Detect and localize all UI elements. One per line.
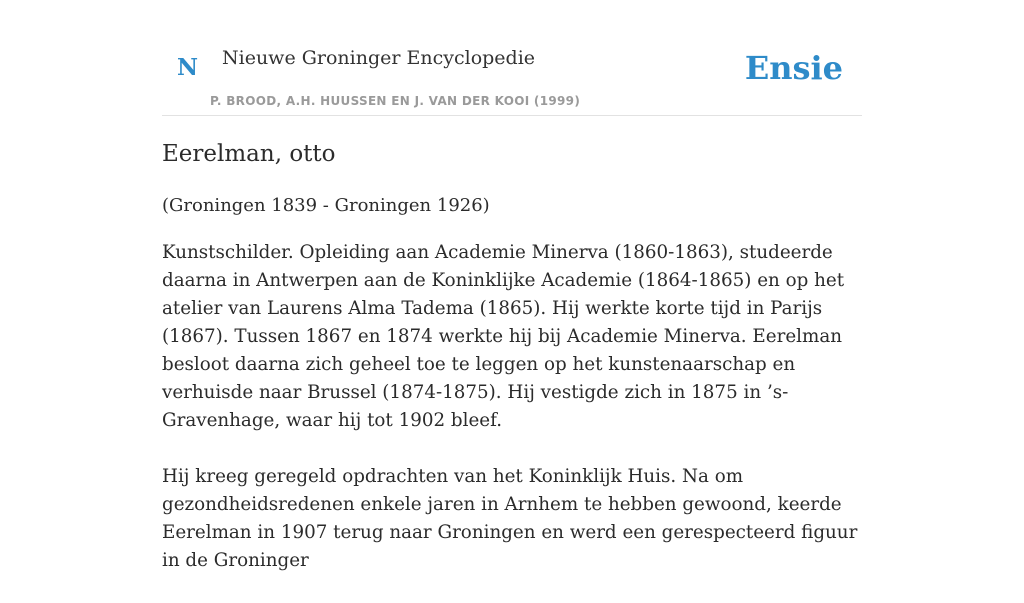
entry-dates: (Groningen 1839 - Groningen 1926) — [162, 195, 490, 216]
entry-paragraph: Hij kreeg geregeld opdrachten van het Koninklijk Huis. Na om gezondheidsredenen enkele jaren in Arnhem te hebben gewoond, keerde Eerelman in 1907 terug naar Groningen en werd een gerespecteerd figuur in de Groninger — [162, 466, 858, 571]
entry-paragraph: Kunstschilder. Opleiding aan Academie Minerva (1860-1863), studeerde daarna in Antwerpen aan de Koninklijke Academie (1864-1865) en op het atelier van Laurens Alma Tadema (1865). Hij werkte korte tijd in Parijs (1867). Tussen 1867 en 1874 werkte hij bij Academie Minerva. Eerelman besloot daarna zich geheel toe te leggen op het kunstenaarschap en verhuisde naar Brussel (1874-1875). Hij vestigde zich in 1875 in ’s-Gravenhage, waar hij tot 1902 bleef. — [162, 242, 845, 431]
book-logo-icon[interactable]: N — [177, 54, 199, 81]
entry-body — [162, 239, 874, 603]
book-title-link[interactable]: Nieuwe Groninger Encyclopedie — [222, 47, 536, 69]
book-authors: P. BROOD, A.H. HUUSSEN EN J. VAN DER KOOI (1999) — [210, 94, 581, 108]
ensie-logo[interactable]: Ensie — [744, 49, 843, 87]
entry-title: Eerelman, otto — [162, 141, 336, 167]
header-divider — [162, 115, 862, 116]
